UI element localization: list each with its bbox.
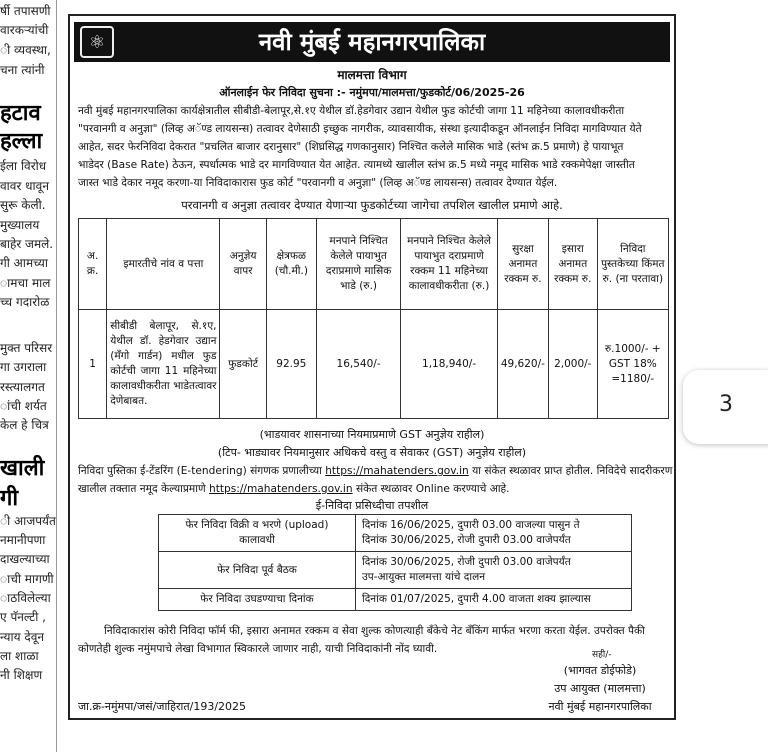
schedule-label-line: फेर निविदा विक्री व भरणे (upload) <box>185 519 329 531</box>
adjacent-text-line: ी व्यवस्था, <box>0 43 51 57</box>
schedule-value <box>356 589 632 611</box>
schedule-label-line: फेर निविदा पूर्व बैठक <box>217 563 297 576</box>
adjacent-text-line: केल हे चित्र <box>0 418 49 432</box>
adjacent-text-line: ईला विरोध <box>0 159 47 173</box>
adjacent-text-line: च्च गदारोळ <box>0 295 50 309</box>
signatory-name: (भागवत डोईफोडे) <box>563 664 637 677</box>
adjacent-text-line: ी आजपर्यंत <box>0 514 56 528</box>
schedule-label-line: फेर निविदा उघडण्याचा दिनांक <box>200 593 314 605</box>
table-cell: 92.95 <box>266 310 316 419</box>
adjacent-text-line: गी आमच्या <box>0 256 48 270</box>
column-header: अ. क्र. <box>79 219 107 310</box>
adjacent-headline: हल्ला <box>0 129 43 154</box>
adjacent-text-line: र्षी तपासणी <box>0 4 51 18</box>
schedule-value <box>356 515 632 552</box>
schedule-label-line: कालावधी <box>239 534 275 546</box>
etender-text: या संकेत स्थळावर प्राप्त होतील. निविदेचे सादरीकरण <box>472 465 673 477</box>
column-header: क्षेत्रफळ (चौ.मी.) <box>266 219 316 310</box>
organization-title: नवी मुंबई महानगरपालिका <box>258 28 486 56</box>
adjacent-text-line: न्याय देवून <box>0 630 45 644</box>
notice-title: ऑनलाईन फेर निविदा सुचना :- नमुंमपा/मालमत्ता/फुडकोर्ट/06/2025-26 <box>219 86 525 99</box>
signatory-designation: उप आयुक्त (मालमत्ता) <box>554 682 646 695</box>
table-cell: फुडकोर्ट <box>220 310 266 419</box>
column-header: निविदा पुस्तकेच्या किंमत रु. (ना परतावा) <box>597 219 668 310</box>
department-name: मालमत्ता विभाग <box>337 68 407 82</box>
signatory-organization: नवी मुंबई महानगरपालिका <box>548 700 652 713</box>
intro-line: आहेत, सदर फेरनिविदा देकरात "प्रचलित बाजार दरानुसार" (शिघ्रसिद्ध गणकानुसार) निश्चित कलेले मासिक भाडे (स्तंभ क्र.5 प्रमाणे) हे पायाभूत <box>78 141 624 153</box>
table-caption: परवानगी व अनुज्ञा तत्वावर देण्यात येणाऱ्या फुडकोर्टच्या जागेचा तपशिल खालील प्रमाणे आहे. <box>181 198 563 212</box>
adjacent-headline: खाली <box>0 456 45 481</box>
page-number: 3 <box>719 392 733 417</box>
column-header: सुरक्षा अनामत रक्कम रु. <box>497 219 548 310</box>
adjacent-column <box>0 0 58 752</box>
signature-mark: सही/- <box>592 650 612 660</box>
column-header: अनुज्ञेय वापर <box>220 219 266 310</box>
adjacent-text-line: गा उगराला <box>0 360 47 374</box>
adjacent-text-line: ांची शर्यत <box>0 399 47 413</box>
table-cell: 49,620/- <box>497 310 548 419</box>
schedule-row <box>159 515 632 552</box>
table-header-row <box>79 219 669 310</box>
column-divider <box>56 0 57 752</box>
column-header: इसारा अनामत रक्कम रु. <box>548 219 597 310</box>
schedule-value-line: दिनांक 01/07/2025, दुपारी 4.00 वाजता शक्य झाल्यास <box>362 593 591 605</box>
schedule-label <box>159 552 356 589</box>
gst-note: (भाडयावर शासनाच्या नियमाप्रमाणे GST अनुज्ञेय राहील) <box>259 428 485 441</box>
adjacent-text-line: नी शिक्षण <box>0 668 43 682</box>
adjacent-text-line: मुक्त परिसर <box>0 341 53 355</box>
table-cell: 1,18,940/- <box>401 310 498 419</box>
schedule-label <box>159 589 356 611</box>
etender-text: खालील तक्तात नमूद केल्याप्रमाणे <box>78 483 206 495</box>
adjacent-text-line: ाठविलेल्या <box>0 591 51 605</box>
schedule-value-line: दिनांक 30/06/2025, रोजी दुपारी 03.00 वाजेपर्यंत <box>362 534 571 546</box>
schedule-value-line: दिनांक 30/06/2025, रोजी दुपारी 03.00 वाजेपर्यंत <box>362 556 571 568</box>
schedule-row <box>159 552 632 589</box>
table-cell: 2,000/- <box>548 310 597 419</box>
etender-line <box>78 464 672 478</box>
table-cell: सीबीडी बेलापूर, से.१ए, येथील डॉ. हेडगेवार उद्यान (मॅंगो गार्डन) मधील फुड कोर्टची जागा 11 महिनेच्या कालावधीकरीता भाडेतत्वावर देणेबाबत. <box>107 310 220 419</box>
table-row <box>79 310 669 419</box>
column-header: मनपाने निश्चित केलेले पायाभुत दराप्रमाणे रक्कम 11 महिनेच्या कालावधीकरीता (रु.) <box>401 219 498 310</box>
schedule-title: ई-निविदा प्रसिध्दीचा तपशील <box>315 499 429 512</box>
etender-text: संकेत स्थळावर Online करण्याचे आहे. <box>355 483 510 495</box>
schedule-label <box>159 515 356 552</box>
schedule-value-line: दिनांक 16/06/2025, दुपारी 03.00 वाजल्या पासुन ते <box>362 519 580 531</box>
adjacent-headline: हटाव <box>0 101 41 126</box>
municipal-emblem-icon: ⚛ <box>80 26 114 58</box>
footer-note-line: निविदाकारांस कोरी निविदा फॉर्म फी, इसारा अनामत रक्कम व सेवा शुल्क कोणत्याही बँकेचे नेट बँकिंग मार्फत भरणा करता येईल. उपरोक्त पैकी <box>104 625 645 637</box>
column-header: इमारतीचे नांव व पत्ता <box>107 219 220 310</box>
column-header: मनपाने निश्चित केलेले पायाभुत दराप्रमाणे मासिक भाडे (रु.) <box>316 219 400 310</box>
table-cell: 1 <box>79 310 107 419</box>
adjacent-text-line: रस्त्यालगत <box>0 380 45 394</box>
adjacent-text-line: ामचा माल <box>0 276 51 290</box>
notice-header <box>74 22 670 62</box>
intro-line: "परवानगी व अनुज्ञा" (लिव्ह अॅण्ड लायसन्स) तत्वावर देणेसाठी इच्छुक नागरीक, व्यावसायीक, संस्था इत्यादीकडून ऑनलाईन निविदा मागविण्यात येते <box>78 123 642 135</box>
etender-text: निविदा पुस्तिका ई-टेंडरिंग (E-tendering) संगणक प्रणालीच्या <box>78 465 322 477</box>
adjacent-headline: गी <box>0 486 19 511</box>
table-cell: 16,540/- <box>316 310 400 419</box>
adjacent-text-line: चना त्यांनी <box>0 63 45 77</box>
adjacent-text-line: ला शाळा <box>0 649 39 663</box>
mahatenders-link[interactable]: https://mahatenders.gov.in <box>325 465 469 477</box>
intro-line: नवी मुंबई महानगरपालिका कार्यक्षेत्रातील सीबीडी-बेलापूर,से.१ए येथील डॉ.हेडगेवार उद्यान येथील फुड कोर्टची जागा 11 महिनेच्या कालावधीकरीता <box>78 105 625 117</box>
page-indicator[interactable] <box>683 370 768 444</box>
adjacent-text-line: बाहेर जमले. <box>0 237 54 251</box>
etender-line <box>78 482 510 496</box>
schedule-row <box>159 589 632 611</box>
adjacent-text-line: ए पॅनल्टी , <box>0 610 46 624</box>
foodcourt-details-table <box>78 218 669 419</box>
schedule-value <box>356 552 632 589</box>
adjacent-text-line: वारकऱ्यांची <box>0 23 49 37</box>
intro-line: भाडेदर (Base Rate) ठेऊन, स्पर्धात्मक भाडे दर मागविण्यात येत आहेत. त्यामध्ये खालील स्तंभ क्र.5 मध्ये नमूद मासिक भाडे रक्कमेपेक्षा जास्तीत <box>78 159 635 171</box>
table-cell: रु.1000/- + GST 18% =1180/- <box>597 310 668 419</box>
adjacent-text-line: ाची मागणी <box>0 572 54 586</box>
intro-line: जास्त भाडे देकार नमूद करणा-या निविदाकारास फुड कोर्ट "परवानगी व अनुज्ञा" (लिव्ह अॅण्ड लायसन्स) तत्वावर देण्यात येईल. <box>78 177 558 189</box>
adjacent-text-line: सुरू केली. <box>0 198 46 212</box>
schedule-table <box>158 514 632 611</box>
mahatenders-link[interactable]: https://mahatenders.gov.in <box>209 483 353 495</box>
adjacent-text-line: वावर धावून <box>0 179 49 193</box>
footer-note-line: कोणतेही शुल्क नमुंमपाचे लेखा विभागात स्विकारले जाणार नाही, याची निविदाकांनी नोंद घ्यावी. <box>78 643 438 655</box>
gst-note: (टिप- भाड्यावर नियमानुसार अधिकचे वस्तु व सेवाकर (GST) अनुज्ञेय राहील) <box>217 446 527 459</box>
adjacent-text-line: दाखल्याच्या <box>0 552 50 566</box>
reference-number: जा.क्र-नमुंमपा/जसं/जाहिरात/193/2025 <box>78 700 247 713</box>
schedule-value-line: उप-आयुक्त मालमत्ता यांचे दालन <box>362 571 486 583</box>
adjacent-text-line: मुख्यालय <box>0 218 40 232</box>
adjacent-text-line: नमानीपणा <box>0 533 46 547</box>
